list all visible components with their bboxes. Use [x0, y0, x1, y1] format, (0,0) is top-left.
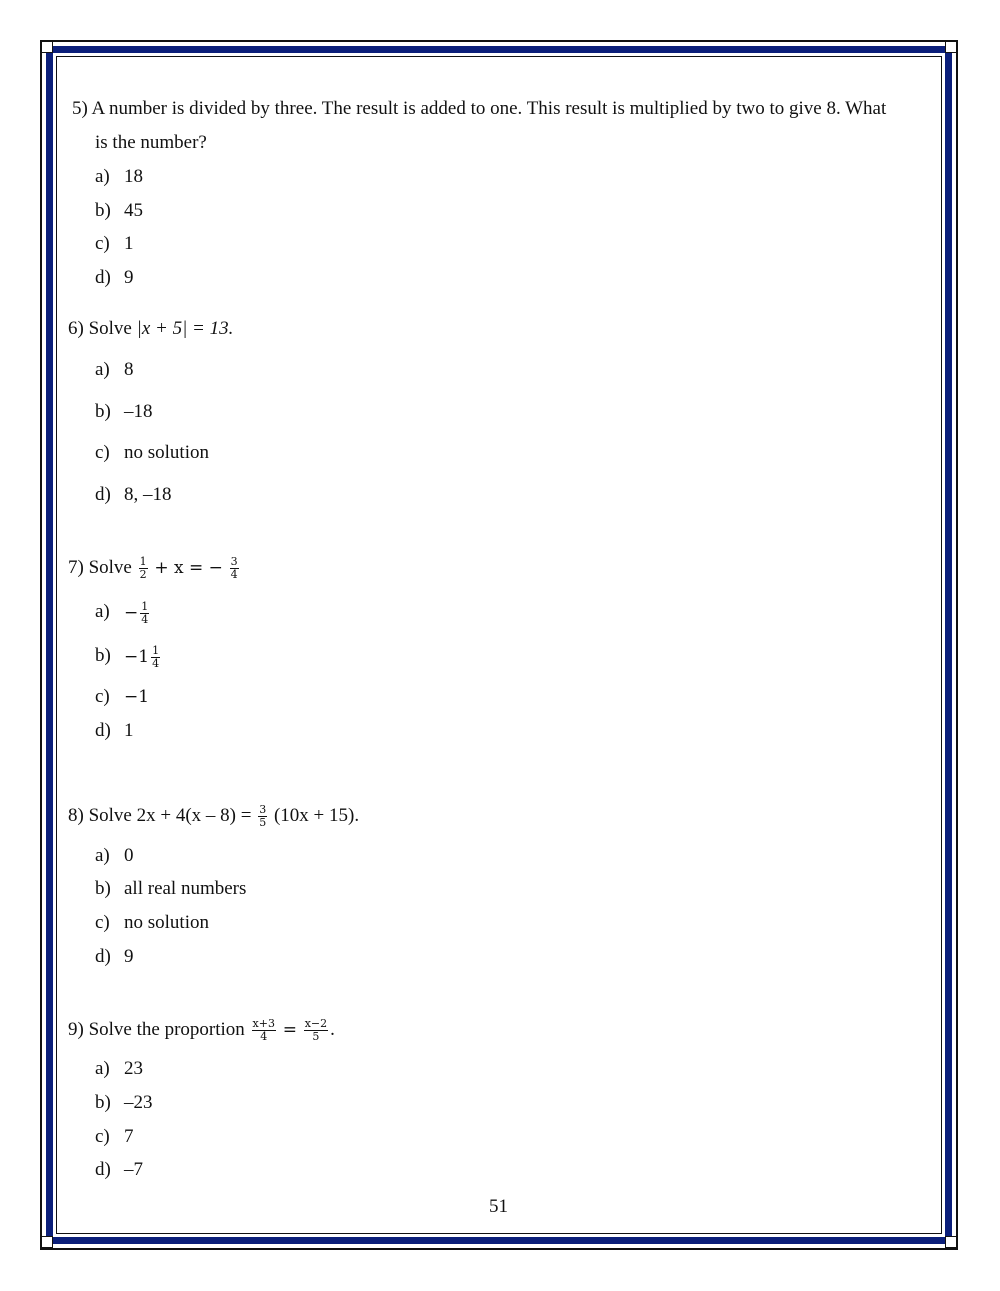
option-value: 1	[124, 233, 134, 254]
option-value: 45	[124, 200, 143, 221]
option-value: 8	[124, 359, 134, 380]
option-label: c)	[95, 686, 110, 707]
option-value: –18	[124, 401, 153, 422]
question-number: 6)	[68, 318, 84, 339]
option-label: b)	[95, 401, 111, 422]
period: .	[330, 1018, 335, 1040]
option-label: b)	[95, 200, 111, 221]
fraction-numerator: x+3	[252, 1017, 275, 1030]
option-value: 8, –18	[124, 484, 172, 505]
border-corner-bottom-right	[945, 1236, 957, 1248]
page-number: 51	[489, 1196, 508, 1217]
fraction-denominator: 4	[230, 568, 238, 581]
option-label: d)	[95, 484, 111, 505]
question-prompt-text: Solve the proportion	[88, 1018, 245, 1040]
question-number: 9)	[68, 1018, 84, 1040]
question-5-line1	[72, 98, 886, 120]
option-label: a)	[95, 1058, 110, 1079]
option-value: −1	[124, 687, 150, 707]
fraction-denominator: 2	[139, 568, 147, 581]
equals-sign: =	[282, 1019, 297, 1040]
fraction-denominator: 4	[141, 613, 149, 626]
fraction-numerator: 1	[139, 555, 147, 568]
option-value: 23	[124, 1058, 143, 1079]
fraction-numerator: 3	[259, 803, 267, 816]
option-value: all real numbers	[124, 878, 247, 899]
question-prompt-text: Solve 2x + 4(x – 8) =	[88, 804, 252, 826]
question-number: 7)	[68, 556, 84, 578]
question-prompt: A number is divided by three. The result is added to one. This result is multiplied by two to give 8. What	[91, 98, 887, 119]
border-corner-top-right	[945, 41, 957, 53]
fraction	[304, 1018, 328, 1043]
math-expression: + x = −	[154, 557, 223, 578]
option-value: no solution	[124, 912, 209, 933]
fraction-numerator: 1	[141, 600, 149, 613]
fraction-denominator: 5	[259, 816, 267, 829]
option-value: 9	[124, 267, 134, 288]
option-value	[124, 645, 162, 670]
option-label: a)	[95, 359, 110, 380]
question-prompt-math: |x + 5| = 13.	[136, 318, 234, 339]
option-label: d)	[95, 1159, 111, 1180]
option-value: 0	[124, 845, 134, 866]
option-label: d)	[95, 267, 111, 288]
option-label: c)	[95, 912, 110, 933]
question-7-prompt	[68, 556, 241, 581]
option-value: –23	[124, 1092, 153, 1113]
option-value: –7	[124, 1159, 143, 1180]
question-9-prompt	[68, 1018, 335, 1043]
option-label: c)	[95, 233, 110, 254]
math-sign: −1	[124, 646, 150, 667]
fraction-denominator: 4	[152, 657, 160, 670]
option-label: b)	[95, 645, 111, 666]
option-label: a)	[95, 845, 110, 866]
border-corner-bottom-left	[41, 1236, 53, 1248]
option-label: c)	[95, 1126, 110, 1147]
question-prompt-text: Solve	[88, 556, 132, 578]
question-6-prompt	[68, 318, 233, 340]
option-label: d)	[95, 720, 111, 741]
question-5-line2: is the number?	[95, 132, 207, 153]
fraction	[252, 1018, 276, 1043]
question-prompt-tail: (10x + 15).	[273, 804, 360, 826]
fraction	[151, 645, 160, 670]
fraction	[140, 601, 149, 626]
option-value: no solution	[124, 442, 209, 463]
option-value: 7	[124, 1126, 134, 1147]
fraction-denominator: 5	[312, 1030, 320, 1043]
fraction	[139, 556, 148, 581]
fraction-numerator: 1	[152, 644, 160, 657]
question-number: 8)	[68, 804, 84, 826]
fraction-denominator: 4	[260, 1030, 268, 1043]
option-label: a)	[95, 601, 110, 622]
question-8-prompt	[68, 804, 359, 829]
option-label: a)	[95, 166, 110, 187]
option-label: b)	[95, 878, 111, 899]
fraction	[230, 556, 239, 581]
fraction	[258, 804, 267, 829]
border-corner-top-left	[41, 41, 53, 53]
option-value: 1	[124, 720, 134, 741]
option-label: d)	[95, 946, 111, 967]
option-value	[124, 601, 151, 626]
option-label: b)	[95, 1092, 111, 1113]
option-value: 9	[124, 946, 134, 967]
fraction-numerator: 3	[230, 555, 238, 568]
option-label: c)	[95, 442, 110, 463]
option-value: 18	[124, 166, 143, 187]
question-number: 5)	[72, 98, 88, 119]
question-prompt-text: Solve	[88, 318, 132, 339]
math-sign: −	[124, 602, 139, 623]
page-border-inner	[56, 56, 942, 1234]
fraction-numerator: x−2	[304, 1017, 328, 1030]
